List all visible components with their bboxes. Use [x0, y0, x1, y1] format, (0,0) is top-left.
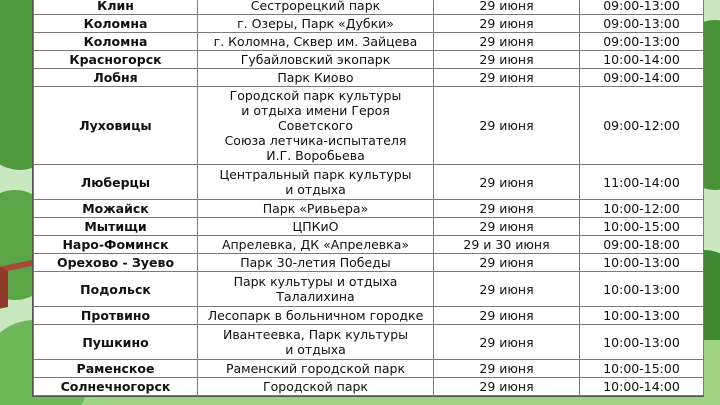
date-cell: 29 июня: [434, 0, 580, 15]
table-row: [34, 360, 704, 378]
table-row: [34, 15, 704, 33]
place-cell: Раменский городской парк: [198, 360, 434, 378]
city-cell: Солнечногорск: [34, 378, 198, 396]
table-row: [34, 87, 704, 165]
time-cell: 09:00-13:00: [580, 0, 704, 15]
city-cell: Орехово - Зуево: [34, 254, 198, 272]
place-cell: Городской парк: [198, 378, 434, 396]
city-cell: Наро-Фоминск: [34, 236, 198, 254]
time-cell: 10:00-13:00: [580, 254, 704, 272]
date-cell: 29 и 30 июня: [434, 236, 580, 254]
city-cell: Мытищи: [34, 218, 198, 236]
date-cell: 29 июня: [434, 272, 580, 307]
time-cell: 10:00-14:00: [580, 378, 704, 396]
date-cell: 29 июня: [434, 254, 580, 272]
time-cell: 09:00-13:00: [580, 33, 704, 51]
city-cell: Пушкино: [34, 325, 198, 360]
table-row: [34, 236, 704, 254]
table-row: [34, 254, 704, 272]
city-cell: Коломна: [34, 15, 198, 33]
date-cell: 29 июня: [434, 33, 580, 51]
place-cell: Сестрорецкий парк: [198, 0, 434, 15]
table-row: [34, 307, 704, 325]
city-cell: Протвино: [34, 307, 198, 325]
table-row: [34, 378, 704, 396]
table-row: [34, 33, 704, 51]
city-cell: Люберцы: [34, 165, 198, 200]
place-cell: г. Коломна, Сквер им. Зайцева: [198, 33, 434, 51]
date-cell: 29 июня: [434, 307, 580, 325]
table-row: [34, 325, 704, 360]
place-cell: Центральный парк культуры и отдыха: [198, 165, 434, 200]
time-cell: 09:00-13:00: [580, 15, 704, 33]
place-cell: г. Озеры, Парк «Дубки»: [198, 15, 434, 33]
place-cell: Лесопарк в больничном городке: [198, 307, 434, 325]
time-cell: 09:00-18:00: [580, 236, 704, 254]
date-cell: 29 июня: [434, 200, 580, 218]
time-cell: 10:00-12:00: [580, 200, 704, 218]
city-cell: Клин: [34, 0, 198, 15]
table-row: [34, 165, 704, 200]
time-cell: 10:00-15:00: [580, 360, 704, 378]
place-cell: Парк «Ривьера»: [198, 200, 434, 218]
city-cell: Красногорск: [34, 51, 198, 69]
table-row: [34, 200, 704, 218]
date-cell: 29 июня: [434, 165, 580, 200]
table-row: [34, 69, 704, 87]
place-cell: Парк Киово: [198, 69, 434, 87]
place-cell: Парк 30-летия Победы: [198, 254, 434, 272]
place-cell: Городской парк культуры и отдыха имени Героя Советского Союза летчика-испытателя И.Г. Воробьева: [198, 87, 434, 165]
table-row: [34, 272, 704, 307]
time-cell: 10:00-13:00: [580, 307, 704, 325]
city-cell: Можайск: [34, 200, 198, 218]
time-cell: 09:00-14:00: [580, 69, 704, 87]
place-cell: ЦПКиО: [198, 218, 434, 236]
city-cell: Коломна: [34, 33, 198, 51]
date-cell: 29 июня: [434, 51, 580, 69]
schedule-table: [32, 0, 704, 397]
city-cell: Раменское: [34, 360, 198, 378]
date-cell: 29 июня: [434, 378, 580, 396]
time-cell: 10:00-14:00: [580, 51, 704, 69]
time-cell: 11:00-14:00: [580, 165, 704, 200]
place-cell: Ивантеевка, Парк культуры и отдыха: [198, 325, 434, 360]
date-cell: 29 июня: [434, 218, 580, 236]
time-cell: 10:00-13:00: [580, 325, 704, 360]
date-cell: 29 июня: [434, 69, 580, 87]
date-cell: 29 июня: [434, 15, 580, 33]
place-cell: Парк культуры и отдыха Талалихина: [198, 272, 434, 307]
city-cell: Лобня: [34, 69, 198, 87]
place-cell: Апрелевка, ДК «Апрелевка»: [198, 236, 434, 254]
time-cell: 10:00-15:00: [580, 218, 704, 236]
table-row: [34, 0, 704, 15]
date-cell: 29 июня: [434, 325, 580, 360]
table-row: [34, 51, 704, 69]
place-cell: Губайловский экопарк: [198, 51, 434, 69]
city-cell: Луховицы: [34, 87, 198, 165]
date-cell: 29 июня: [434, 87, 580, 165]
date-cell: 29 июня: [434, 360, 580, 378]
table-row: [34, 218, 704, 236]
time-cell: 10:00-13:00: [580, 272, 704, 307]
time-cell: 09:00-12:00: [580, 87, 704, 165]
city-cell: Подольск: [34, 272, 198, 307]
